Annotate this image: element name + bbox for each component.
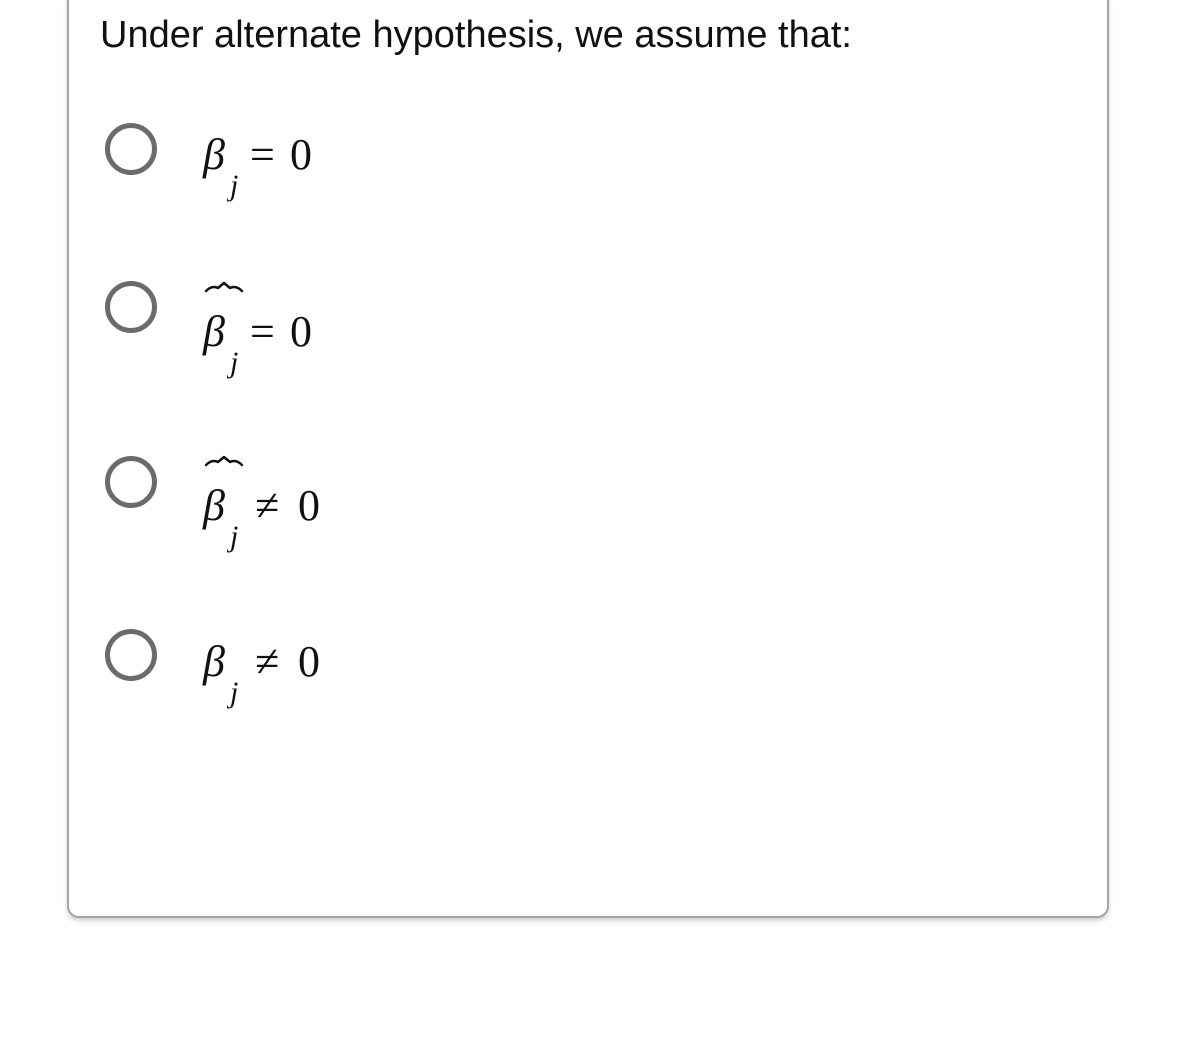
option-3[interactable] <box>100 452 500 553</box>
beta-symbol: β <box>203 130 225 179</box>
option-2-formula <box>100 278 500 379</box>
option-4[interactable] <box>100 626 500 716</box>
subscript: j <box>230 346 239 379</box>
option-3-formula <box>100 452 500 553</box>
beta-symbol: β <box>203 307 225 356</box>
beta-symbol: β <box>203 637 225 686</box>
relation: = <box>250 307 275 356</box>
value: 0 <box>298 637 320 686</box>
value: 0 <box>290 307 312 356</box>
question-text: Under alternate hypothesis, we assume that: <box>100 14 852 56</box>
value: 0 <box>290 130 312 179</box>
option-4-formula <box>100 626 500 716</box>
hat-accent-icon <box>204 454 244 468</box>
subscript: j <box>230 169 239 202</box>
subscript: j <box>230 676 239 709</box>
hat-accent-icon <box>204 280 244 294</box>
relation: ≠ <box>255 481 280 530</box>
option-2[interactable] <box>100 278 500 379</box>
option-1-formula <box>100 113 500 203</box>
subscript: j <box>230 520 239 553</box>
relation: = <box>250 130 275 179</box>
relation: ≠ <box>255 637 280 686</box>
option-1[interactable] <box>100 113 500 203</box>
value: 0 <box>298 481 320 530</box>
beta-symbol: β <box>203 481 225 530</box>
